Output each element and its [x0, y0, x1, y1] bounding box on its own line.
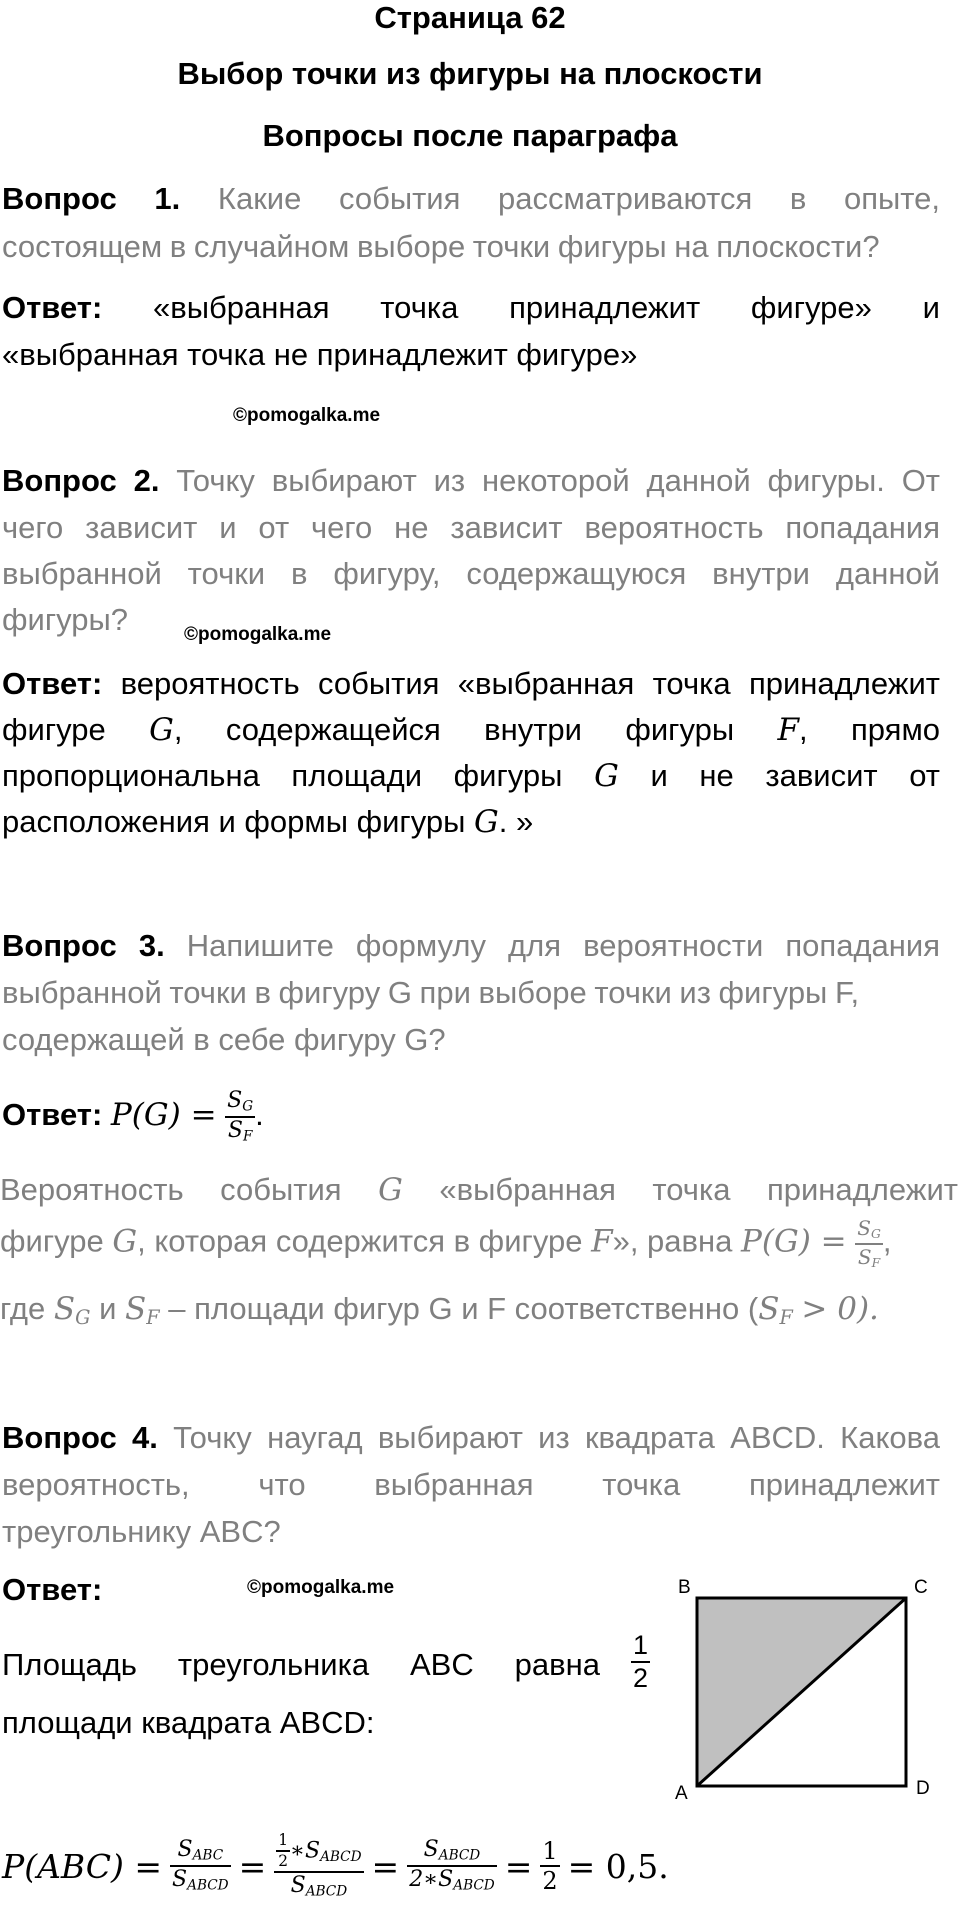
q3-expl-b2: , которая содержится в фигуре: [137, 1223, 583, 1259]
s: S: [438, 1867, 454, 1892]
frac-num-sub: G: [242, 1098, 254, 1115]
var-g: G: [474, 804, 499, 840]
topic-title: Выбор точки из фигуры на плоскости: [177, 56, 763, 91]
var-f: F: [777, 712, 800, 748]
vertex-c-label: C: [914, 1577, 928, 1598]
q1-answer-line-1: [2, 285, 940, 331]
fraction-1: [170, 1836, 231, 1894]
q2-line-2: чего зависит и от чего не зависит вероятность попадания: [2, 510, 940, 545]
sub-abcd: ABCD: [438, 1847, 481, 1864]
s: S: [305, 1837, 321, 1863]
equals: =: [504, 1846, 533, 1886]
sub-f: F: [779, 1305, 793, 1329]
half-den: 2: [542, 1867, 558, 1895]
frac-den-sub: F: [871, 1254, 881, 1270]
q3-line-1: [2, 923, 940, 969]
q2-answer-d1: расположения и формы фигуры: [2, 804, 466, 839]
q2-answer-d2: . »: [498, 804, 534, 839]
q2-answer-c2: и не зависит от: [650, 758, 940, 793]
half-den: 2: [633, 1663, 649, 1693]
q2-answer-a: вероятность события «выбранная точка принадлежит: [120, 666, 940, 701]
q3-formula-lhs: P(G) =: [110, 1097, 217, 1134]
q4-area-line-2: площади квадрата ABCD:: [2, 1705, 375, 1740]
half-num: 1: [631, 1632, 650, 1663]
q3-line-3: содержащей в себе фигуру G?: [2, 1022, 446, 1057]
fraction-3: [407, 1836, 497, 1894]
vertex-d-label: D: [916, 1778, 930, 1799]
q1-answer-line-2: «выбранная точка не принадлежит фигуре»: [2, 337, 638, 372]
watermark: ©pomogalka.me: [233, 405, 381, 426]
s: S: [423, 1836, 439, 1862]
half-den: 2: [278, 1851, 289, 1870]
vertex-a-label: A: [675, 1783, 688, 1800]
var-g: G: [112, 1223, 138, 1260]
q4-line-1: [2, 1415, 940, 1461]
frac-den: S: [857, 1244, 872, 1269]
sub-g: G: [75, 1305, 91, 1329]
frac-num: S: [857, 1216, 871, 1240]
frac-den-sub: F: [242, 1128, 253, 1145]
var-s: S: [53, 1291, 76, 1327]
fraction-4: [540, 1839, 559, 1893]
q4-text-a: Точку наугад выбирают из квадрата ABCD. Какова: [173, 1420, 940, 1455]
q2-label: Вопрос 2.: [2, 463, 160, 498]
q1-answer-a: «выбранная точка принадлежит фигуре» и: [153, 290, 940, 325]
times: ∗: [290, 1837, 305, 1863]
sub-abcd: ABCD: [187, 1877, 229, 1894]
q3-expl-line-1: [0, 1167, 958, 1213]
q4-answer-label: Ответ:: [2, 1572, 103, 1607]
var-s: S: [125, 1291, 147, 1327]
var-g: G: [378, 1172, 403, 1208]
page-number-title: Страница 62: [374, 0, 566, 35]
formula-lhs: P(ABC) =: [2, 1846, 163, 1886]
frac-num: S: [227, 1088, 243, 1113]
sub-abcd: ABCD: [453, 1877, 495, 1894]
q4-line-2: вероятность, что выбранная точка принадлежит: [2, 1467, 940, 1502]
q3-expl-b3: », равна: [612, 1223, 733, 1259]
var-g: G: [149, 712, 174, 748]
equals: =: [238, 1846, 267, 1886]
half-num: 1: [542, 1837, 558, 1865]
q4-line-3: треугольнику ABC?: [2, 1514, 281, 1549]
var-g: G: [594, 758, 619, 794]
q1-text-a: Какие события рассматриваются в опыте,: [217, 181, 941, 216]
q3-expl-c1: где: [0, 1291, 46, 1326]
q2-text-a: Точку выбирают из некоторой данной фигуры. От: [176, 463, 941, 498]
var-s: S: [758, 1291, 780, 1327]
q2-answer-b2: , содержащейся внутри фигуры: [173, 712, 735, 747]
equals: =: [371, 1846, 400, 1886]
q2-answer-line-1: [2, 661, 940, 707]
watermark: ©pomogalka.me: [184, 624, 332, 645]
sub-abcd: ABCD: [320, 1848, 362, 1865]
two-times: 2∗: [409, 1867, 439, 1892]
q3-text-a: Напишите формулу для вероятности попадания: [186, 928, 940, 963]
q1-line-2: состоящем в случайном выборе точки фигуры на плоскости?: [2, 229, 880, 264]
q1-answer-label: Ответ:: [2, 290, 103, 325]
q3-expl-a1: Вероятность события: [0, 1172, 342, 1207]
sub-f: F: [146, 1305, 160, 1329]
q3-expl-line-2: [0, 1218, 958, 1278]
fraction-2: [274, 1830, 363, 1900]
q2-answer-b1: фигуре: [2, 712, 106, 747]
q3-fraction: [225, 1090, 255, 1144]
q3-expl-c2: и: [99, 1291, 117, 1326]
frac-num-sub: G: [870, 1226, 881, 1242]
sub-abc: ABC: [192, 1847, 224, 1864]
q2-answer-label: Ответ:: [2, 666, 103, 701]
q4-final-formula: [2, 1826, 669, 1906]
half-num: 1: [276, 1833, 290, 1852]
section-title: Вопросы после параграфа: [262, 118, 678, 153]
formula-result: = 0,5.: [567, 1846, 669, 1886]
q4-half-fraction: [631, 1632, 650, 1692]
q3-expl-a2: «выбранная точка принадлежит: [439, 1172, 958, 1207]
q3-line-2: выбранной точки в фигуру G при выборе точки из фигуры F,: [2, 975, 860, 1010]
q2-line-4: фигуры?: [2, 602, 129, 637]
q3-expl-line-3: [0, 1286, 958, 1341]
s: S: [177, 1836, 193, 1862]
q3-period: .: [255, 1097, 264, 1133]
vertex-b-label: B: [678, 1577, 691, 1598]
sub-abcd: ABCD: [305, 1883, 348, 1900]
q2-answer-line-2: [2, 707, 940, 753]
var-f: F: [591, 1223, 613, 1260]
q4-label: Вопрос 4.: [2, 1420, 158, 1455]
q2-line-1: [2, 458, 940, 504]
q1-line-1: [2, 176, 940, 222]
q3-comma: ,: [882, 1223, 892, 1259]
q2-answer-line-3: [2, 753, 940, 799]
q3-expl-c3: – площади фигур G и F соответственно (: [168, 1291, 759, 1326]
watermark: ©pomogalka.me: [247, 1577, 395, 1598]
s: S: [172, 1867, 188, 1892]
q3-expl-b1: фигуре: [0, 1223, 104, 1259]
s: S: [290, 1873, 306, 1899]
square-abcd-diagram: [670, 1570, 950, 1800]
q3-formula-lhs: P(G) =: [741, 1223, 847, 1260]
q2-answer-line-4: [2, 799, 940, 845]
q3-label: Вопрос 3.: [2, 928, 165, 963]
q3-answer-label: Ответ:: [2, 1097, 103, 1133]
q4-area-line-1: Площадь треугольника ABC равна: [2, 1647, 600, 1682]
frac-den: S: [227, 1118, 243, 1144]
q2-answer-b3: , прямо: [799, 712, 940, 747]
q1-label: Вопрос 1.: [2, 181, 181, 216]
q3-answer-line: [2, 1090, 940, 1146]
q3-expl-c4: > 0).: [801, 1291, 879, 1327]
q3-fraction-inline: [855, 1218, 883, 1269]
q2-line-3: выбранной точки в фигуру, содержащуюся внутри данной: [2, 556, 940, 591]
q2-answer-c1: пропорциональна площади фигуры: [2, 758, 563, 793]
